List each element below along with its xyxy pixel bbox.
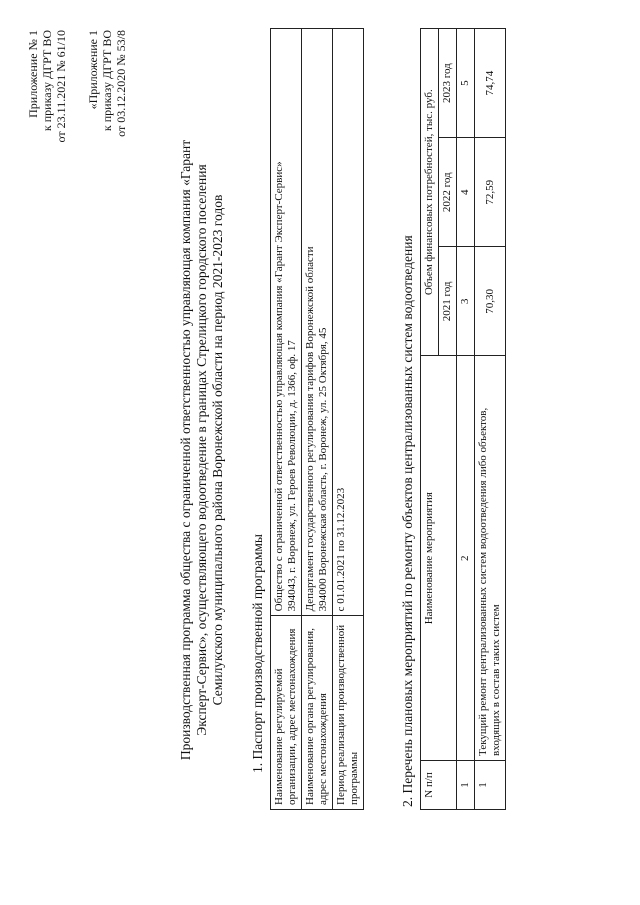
row-name: Текущий ремонт централизованных систем водоотведения либо объектов, входящих в состав таких систем xyxy=(475,356,506,761)
passport-key: Период реализации производственной программы xyxy=(333,616,364,810)
header-finance: Объем финансовых потребностей, тыс. руб. xyxy=(421,29,439,356)
title-line2: Эксперт-Сервис», осуществляющего водоотведение в границах Стрелицкого городского поселения xyxy=(194,164,209,736)
title-line3: Семилукского муниципального района Воронежской области на период 2021-2023 годов xyxy=(210,194,225,706)
plan-table xyxy=(420,28,506,810)
table-row xyxy=(333,29,364,810)
table-index-row xyxy=(457,29,475,810)
appendix-note-1 xyxy=(26,30,68,142)
row-value-2023: 74,74 xyxy=(475,29,506,138)
appendix-1-line2: к приказу ДГРТ ВО xyxy=(40,30,54,132)
appendix-note-2 xyxy=(86,30,128,137)
index-cell: 2 xyxy=(457,356,475,761)
passport-table xyxy=(270,28,364,810)
passport-key: Наименование регулируемой организации, адрес местонахождения xyxy=(271,616,302,810)
row-num: 1 xyxy=(475,760,506,809)
passport-value-line: с 01.01.2021 по 31.12.2023 xyxy=(335,487,347,612)
section2-title: 2. Перечень плановых мероприятий по ремонту объектов централизованных систем водоотведения xyxy=(400,235,415,807)
appendix-2-line3: от 03.12.2020 № 53/8 xyxy=(114,30,128,137)
section1-title: 1. Паспорт производственной программы xyxy=(250,534,265,773)
index-cell: 3 xyxy=(457,247,475,356)
index-cell: 5 xyxy=(457,29,475,138)
passport-key: Наименование органа регулирования, адрес местонахождения xyxy=(302,616,333,810)
row-value-2021: 70,30 xyxy=(475,247,506,356)
passport-value xyxy=(333,29,364,616)
table-row xyxy=(475,29,506,810)
passport-value-line: 394000 Воронежская область, г. Воронеж, ул. 25 Октября, 45 xyxy=(317,327,329,612)
table-row xyxy=(302,29,333,810)
index-cell: 1 xyxy=(457,760,475,809)
passport-value xyxy=(271,29,302,616)
header-name: Наименование мероприятия xyxy=(421,356,457,761)
appendix-1-line1: Приложение № 1 xyxy=(26,30,40,118)
appendix-1-line3: от 23.11.2021 № 61/10 xyxy=(54,30,68,143)
appendix-2-line2: к приказу ДГРТ ВО xyxy=(100,30,114,132)
header-year-2022: 2022 год xyxy=(439,138,457,247)
table-header-row xyxy=(421,29,439,810)
passport-value-line: Общество с ограниченной ответственностью управляющая компания «Гарант Эксперт-Сервис» xyxy=(273,161,285,612)
index-cell: 4 xyxy=(457,138,475,247)
appendix-2-line1: «Приложение 1 xyxy=(86,30,100,110)
row-value-2022: 72,59 xyxy=(475,138,506,247)
passport-value-line: 394043, г. Воронеж, ул. Героев Революции, д. 1366, оф. 17 xyxy=(286,340,298,612)
header-num: N п/п xyxy=(421,760,457,809)
header-year-2021: 2021 год xyxy=(439,247,457,356)
table-row xyxy=(271,29,302,810)
passport-value-line: Департамент государственного регулирования тарифов Воронежской области xyxy=(304,246,316,612)
passport-value xyxy=(302,29,333,616)
title-line1: Производственная программа общества с ограниченной ответственностью управляющая компания «Гарант xyxy=(178,139,193,761)
header-year-2023: 2023 год xyxy=(439,29,457,138)
document-title xyxy=(178,125,226,775)
